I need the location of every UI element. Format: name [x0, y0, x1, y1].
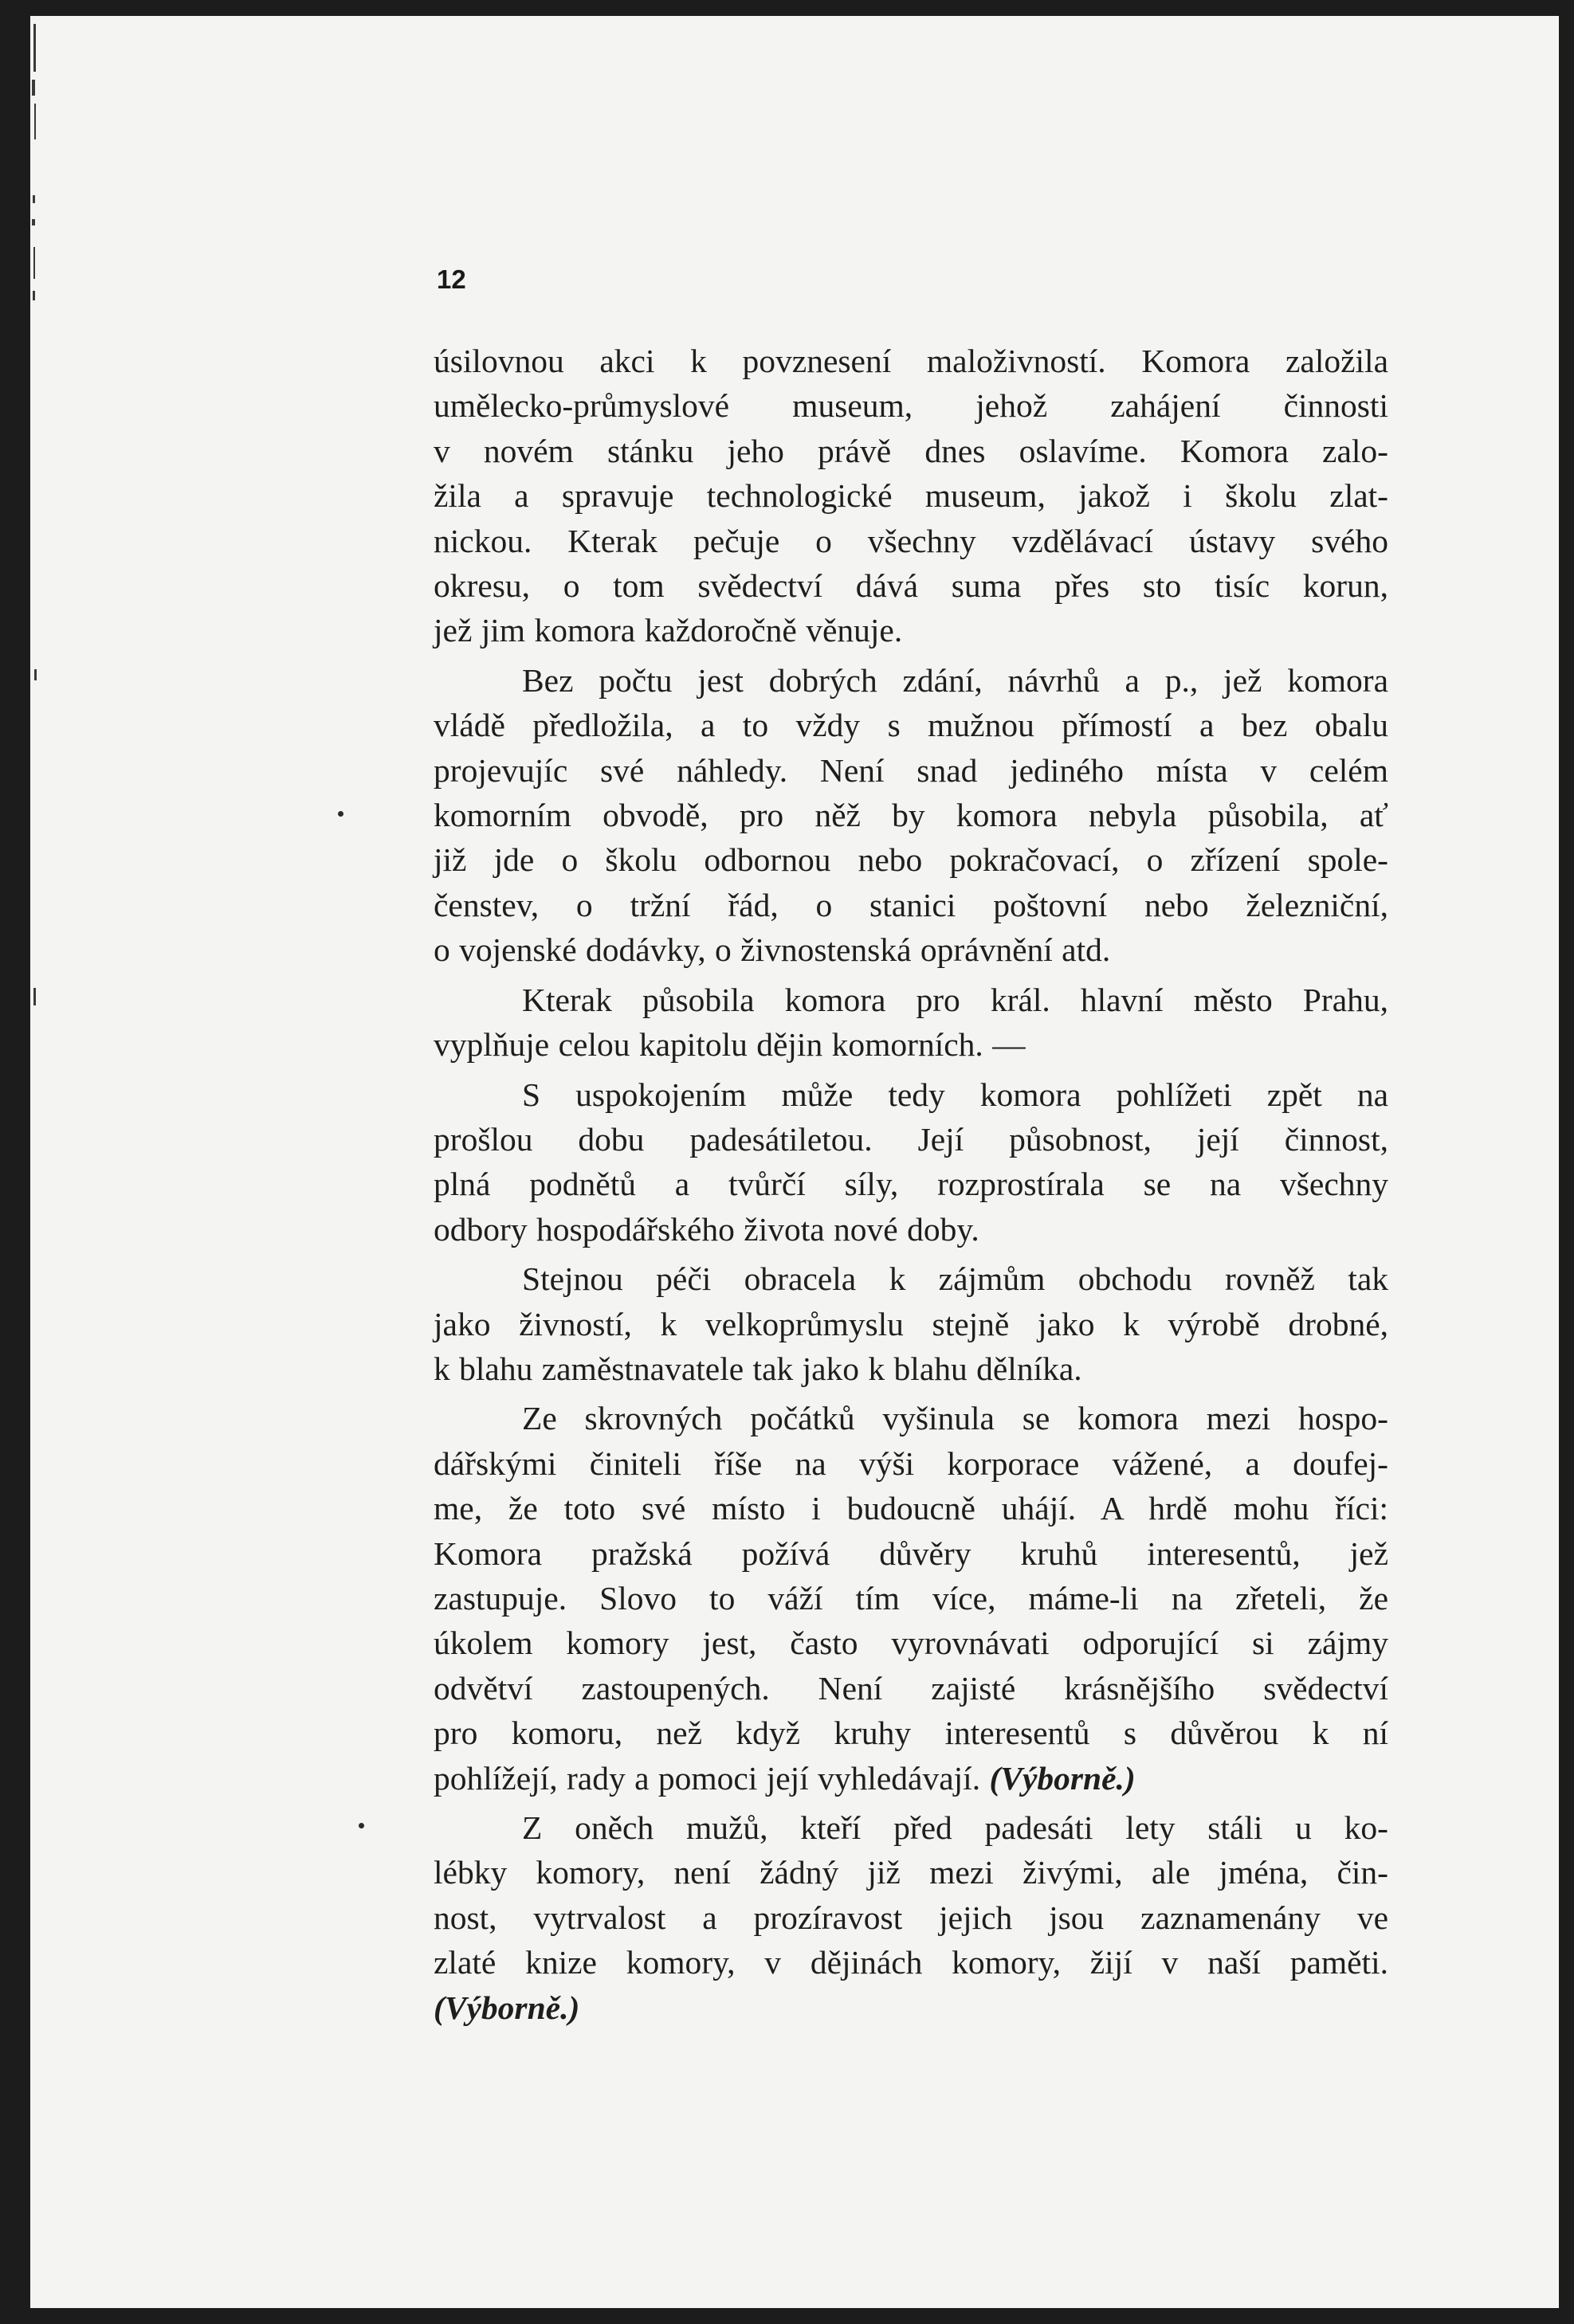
text-line: jako živností, k velkoprůmyslu stejně jako k výrobě drobné,	[434, 1305, 1388, 1342]
text-line: Kterak působila komora pro král. hlavní město Prahu,	[522, 981, 1388, 1018]
text-line: dářskými činiteli říše na výši korporace vážené, a doufej-	[434, 1444, 1388, 1482]
paragraph	[434, 1396, 1388, 1801]
paragraph	[434, 339, 1388, 653]
text-line: umělecko-průmyslové museum, jehož zahájení činnosti	[434, 387, 1388, 425]
text-line: o vojenské dodávky, o živnostenská oprávnění atd.	[434, 931, 1111, 969]
text-line: vládě předložila, a to vždy s mužnou přímostí a bez obalu	[434, 707, 1388, 744]
text-line: jež jim komora každoročně věnuje.	[434, 612, 903, 649]
text-line: pro komoru, než když kruhy interesentů s důvěrou k ní	[434, 1715, 1388, 1752]
text-line: vyplňuje celou kapitolu dějin komorních. —	[434, 1026, 1026, 1064]
text-line: Bez počtu jest dobrých zdání, návrhů a p., jež komora	[522, 661, 1388, 699]
text-line: projevujíc své náhledy. Není snad jediného místa v celém	[434, 751, 1388, 789]
text-line: komorním obvodě, pro něž by komora nebyla působila, ať	[434, 797, 1388, 834]
scanned-page	[30, 16, 1559, 2308]
body-text	[434, 339, 1388, 2030]
text-line: okresu, o tom svědectví dává suma přes sto tisíc korun,	[434, 567, 1388, 605]
text-line: Ze skrovných počátků vyšinula se komora mezi hospo-	[522, 1400, 1388, 1437]
paragraph	[434, 978, 1388, 1068]
text-line: Z oněch mužů, kteří před padesáti lety stáli u ko-	[522, 1809, 1388, 1846]
paragraph	[434, 1256, 1388, 1391]
paragraph	[434, 1072, 1388, 1252]
text-line: v novém stánku jeho právě dnes oslavíme. Komora zalo-	[434, 432, 1388, 469]
text-line: zastupuje. Slovo to váží tím více, máme-li na zřeteli, že	[434, 1579, 1388, 1617]
text-line: úkolem komory jest, často vyrovnávati odporující si zájmy	[434, 1624, 1388, 1662]
paragraph	[434, 658, 1388, 973]
text-line: nost, vytrvalost a prozíravost jejich jsou zaznamenány ve	[434, 1899, 1388, 1936]
text-line: Stejnou péči obracela k zájmům obchodu rovněž tak	[522, 1260, 1388, 1298]
text-line: nickou. Kterak pečuje o všechny vzdělávací ústavy svého	[434, 522, 1388, 559]
text-line-content: pohlížejí, rady a pomoci její vyhledávají.	[434, 1759, 981, 1797]
page-number: 12	[437, 265, 466, 294]
text-line: S uspokojením může tedy komora pohlížeti zpět na	[522, 1076, 1388, 1113]
text-line: k blahu zaměstnavatele tak jako k blahu dělníka.	[434, 1350, 1082, 1387]
stray-dot-mark	[359, 1823, 364, 1828]
text-line: plná podnětů a tvůrčí síly, rozprostírala se na všechny	[434, 1166, 1388, 1203]
binding-edge-marks	[30, 16, 78, 733]
text-line: úsilovnou akci k povznesení maloživností. Komora založila	[434, 343, 1388, 379]
applause-note: (Výborně.)	[434, 1989, 580, 2026]
stray-dot-mark	[338, 811, 343, 817]
text-line: zlaté knize komory, v dějinách komory, žijí v naší paměti.	[434, 1944, 1388, 1981]
text-line: prošlou dobu padesátiletou. Její působnost, její činnost,	[434, 1120, 1388, 1158]
text-line: čenstev, o tržní řád, o stanici poštovní nebo železniční,	[434, 886, 1388, 923]
text-line: odbory hospodářského života nové doby.	[434, 1210, 979, 1248]
applause-note: (Výborně.)	[989, 1759, 1136, 1797]
paragraph	[434, 1805, 1388, 2030]
text-line: odvětví zastoupených. Není zajisté krásnějšího svědectví	[434, 1669, 1388, 1707]
text-line: Komora pražská požívá důvěry kruhů interesentů, jež	[434, 1534, 1388, 1572]
text-line: lébky komory, není žádný již mezi živými, ale jména, čin-	[434, 1854, 1388, 1891]
text-line: me, že toto své místo i budoucně uhájí. A hrdě mohu říci:	[434, 1490, 1388, 1527]
text-line	[434, 1756, 1388, 1801]
text-line: žila a spravuje technologické museum, jakož i školu zlat-	[434, 477, 1388, 515]
text-line: již jde o školu odbornou nebo pokračovací, o zřízení spole-	[434, 841, 1388, 879]
text-line	[434, 1985, 1388, 2030]
